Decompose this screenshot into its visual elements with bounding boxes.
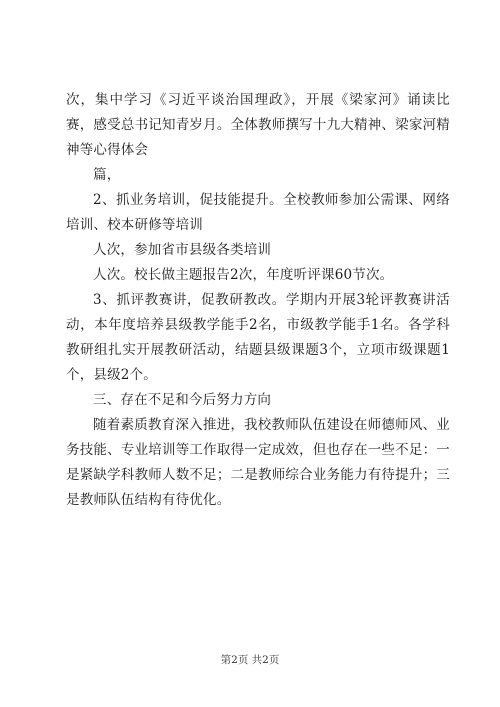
- document-body: [66, 88, 450, 513]
- paragraph-shortcomings: 随着素质教育深入推进，我校教师队伍建设在师德师风、业务技能、专业培训等工作取得一定成效，但也存在一些不足：一是紧缺学科教师人数不足；二是教师综合业务能力有待提升；三是教师队伍结构有待优化。: [66, 417, 450, 508]
- paragraph-provincial-training: 人次，参加省市县级各类培训: [93, 242, 272, 258]
- paragraph-lecture-reports: 人次。校长做主题报告2次，年度听评课60节次。: [93, 267, 394, 283]
- paragraph-study-continuation: 次，集中学习《习近平谈治国理政》，开展《梁家河》诵读比赛，感受总书记知青岁月。全体教师撰写十九大精神、梁家河精神等心得体会: [66, 92, 450, 158]
- section-heading-shortcomings: 三、存在不足和今后努力方向: [93, 392, 272, 408]
- paragraph-business-training: 2、抓业务培训，促技能提升。全校教师参加公需课、网络培训、校本研修等培训: [66, 192, 450, 233]
- paragraph-articles-count: 篇，: [93, 167, 121, 183]
- paragraph-teaching-research: 3、抓评教赛讲，促教研教改。学期内开展3轮评教赛讲活动，本年度培养县级教学能手2名，市级教学能手1名。各学科教研组扎实开展教研活动，结题县级课题3个，立项市级课题1个，县级2个。: [66, 292, 450, 383]
- page-footer: 第2页 共2页: [220, 654, 280, 666]
